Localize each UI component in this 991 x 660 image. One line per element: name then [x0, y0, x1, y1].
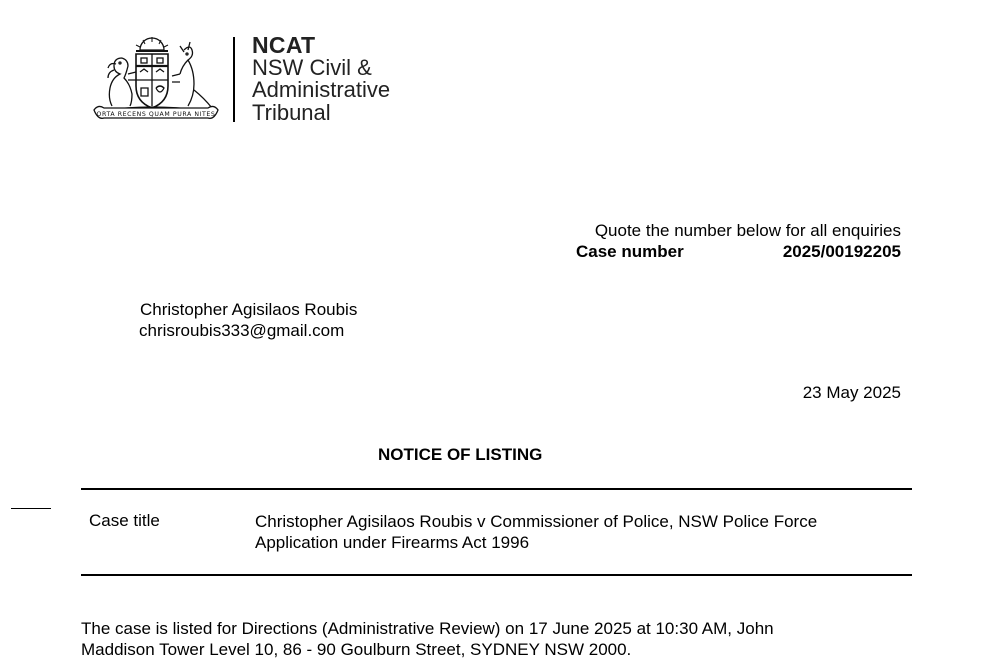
tribunal-wordmark	[252, 34, 390, 124]
tribunal-name-line-2: Administrative	[252, 77, 391, 102]
notice-heading: NOTICE OF LISTING	[378, 445, 543, 464]
listing-details-line-1: The case is listed for Directions (Administrative Review) on 17 June 2025 at 10:30 AM, John	[81, 619, 774, 638]
case-number-label: Case number	[576, 242, 684, 261]
listing-details	[81, 618, 871, 660]
case-number-value: 2025/00192205	[782, 242, 901, 261]
recipient-email: chrisroubis333@gmail.com	[139, 321, 345, 340]
case-table-bottom-rule	[81, 574, 912, 576]
motto-text: ORTA RECENS QUAM PURA NITES	[96, 111, 216, 118]
margin-mark	[11, 508, 51, 509]
case-number-row	[576, 242, 901, 262]
case-title-value	[255, 511, 817, 553]
logo-divider	[233, 37, 235, 122]
case-title-line-1: Christopher Agisilaos Roubis v Commissioner of Police, NSW Police Force	[255, 512, 818, 531]
case-table-top-rule	[81, 488, 912, 490]
case-title-line-2: Application under Firearms Act 1996	[255, 533, 530, 552]
tribunal-name-line-1: NSW Civil &	[252, 54, 372, 80]
quote-instruction: Quote the number below for all enquiries	[594, 221, 901, 240]
letter-date: 23 May 2025	[802, 383, 901, 402]
listing-details-line-2: Maddison Tower Level 10, 86 - 90 Goulburn Street, SYDNEY NSW 2000.	[81, 640, 632, 659]
nsw-coat-of-arms-icon	[92, 34, 220, 126]
recipient-block	[140, 299, 357, 341]
recipient-name: Christopher Agisilaos Roubis	[140, 300, 358, 319]
tribunal-name-line-3: Tribunal	[252, 99, 331, 125]
case-title-label: Case title	[89, 511, 160, 530]
tribunal-abbreviation: NCAT	[252, 32, 316, 58]
